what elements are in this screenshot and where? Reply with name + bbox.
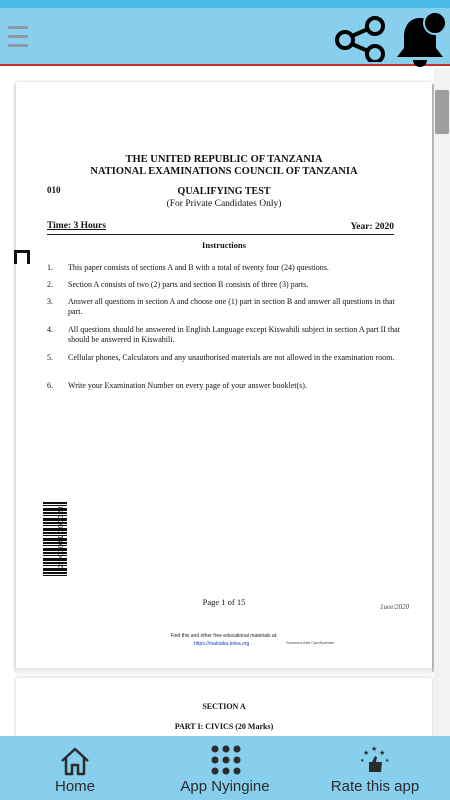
document-page-1 <box>16 82 432 670</box>
instruction-number: 4. <box>47 325 53 334</box>
nav-apps-button[interactable] <box>160 736 290 800</box>
instruction-text: This paper consists of sections A and B with a total of twenty four (24) questions. <box>68 263 329 272</box>
instruction-number: 1. <box>47 263 53 272</box>
footer-link[interactable]: https://maktaba.tetea.org <box>194 641 250 647</box>
svg-text:★: ★ <box>385 758 390 764</box>
exam-subtitle: (For Private Candidates Only) <box>166 199 282 209</box>
header-line-1: THE UNITED REPUBLIC OF TANZANIA <box>125 154 323 165</box>
exam-title: QUALIFYING TEST <box>177 186 271 197</box>
status-strip <box>0 0 450 8</box>
footer-text: Find this and other free educational materials at: <box>170 633 278 639</box>
paper-code: 010 <box>47 185 61 195</box>
svg-text:★: ★ <box>379 749 386 757</box>
bottom-navigation <box>0 736 450 800</box>
page-separator <box>16 668 432 678</box>
scanner-note: Scanned with CamScanner <box>286 640 335 645</box>
instruction-text: Write your Examination Number on every page of your answer booklet(s). <box>68 381 307 390</box>
exam-year: Year: 2020 <box>350 222 394 232</box>
svg-text:★: ★ <box>363 749 370 757</box>
instructions-title: Instructions <box>202 240 246 250</box>
part-one-heading: PART I: CIVICS (20 Marks) <box>174 722 274 731</box>
instruction-text: All questions should be answered in English Language except Kiswahili subject in section A part II that should be answered in Kiswahili. <box>68 325 400 344</box>
document-viewer[interactable] <box>0 68 450 736</box>
instruction-text: Section A consists of two (2) parts and section B consists of three (3) parts. <box>68 280 309 289</box>
exam-time: Time: 3 Hours <box>47 221 106 231</box>
nav-apps-label: App Nyingine <box>180 778 270 795</box>
bell-icon[interactable] <box>392 12 448 68</box>
nav-home-label: Home <box>54 778 95 795</box>
app-bar <box>0 8 450 66</box>
scrollbar-thumb[interactable] <box>435 90 449 134</box>
document-page-2 <box>16 678 432 736</box>
apps-grid-icon <box>210 744 242 776</box>
svg-text:★: ★ <box>360 758 365 764</box>
barcode-number: 2 001041 100023 <box>58 506 65 568</box>
instruction-number: 2. <box>47 280 53 289</box>
page-number: Page 1 of 15 <box>202 597 246 607</box>
header-rule <box>47 234 394 235</box>
handwritten-stamp: 1uee/2020 <box>380 603 410 611</box>
nav-rate-button[interactable] <box>300 736 450 800</box>
margin-mark <box>14 250 30 264</box>
nav-home-button[interactable] <box>20 736 130 800</box>
hamburger-menu-icon[interactable] <box>8 26 28 48</box>
instruction-number: 6. <box>47 381 53 390</box>
scrollbar-track[interactable] <box>434 68 450 736</box>
svg-text:★: ★ <box>371 745 378 753</box>
home-icon <box>59 746 91 776</box>
header-line-2: NATIONAL EXAMINATIONS COUNCIL OF TANZANIA <box>90 166 358 177</box>
nav-rate-label: Rate this app <box>330 778 420 795</box>
share-icon[interactable] <box>333 16 387 62</box>
rate-stars-icon <box>360 745 390 773</box>
instruction-number: 5. <box>47 353 53 362</box>
instruction-text: Answer all questions in section A and choose one (1) part in section B and answer all questions in that part. <box>68 297 395 316</box>
section-a-heading: SECTION A <box>202 702 246 711</box>
instruction-text: Cellular phones, Calculators and any unauthorised materials are not allowed in the examination room. <box>68 353 395 362</box>
instruction-number: 3. <box>47 297 53 306</box>
